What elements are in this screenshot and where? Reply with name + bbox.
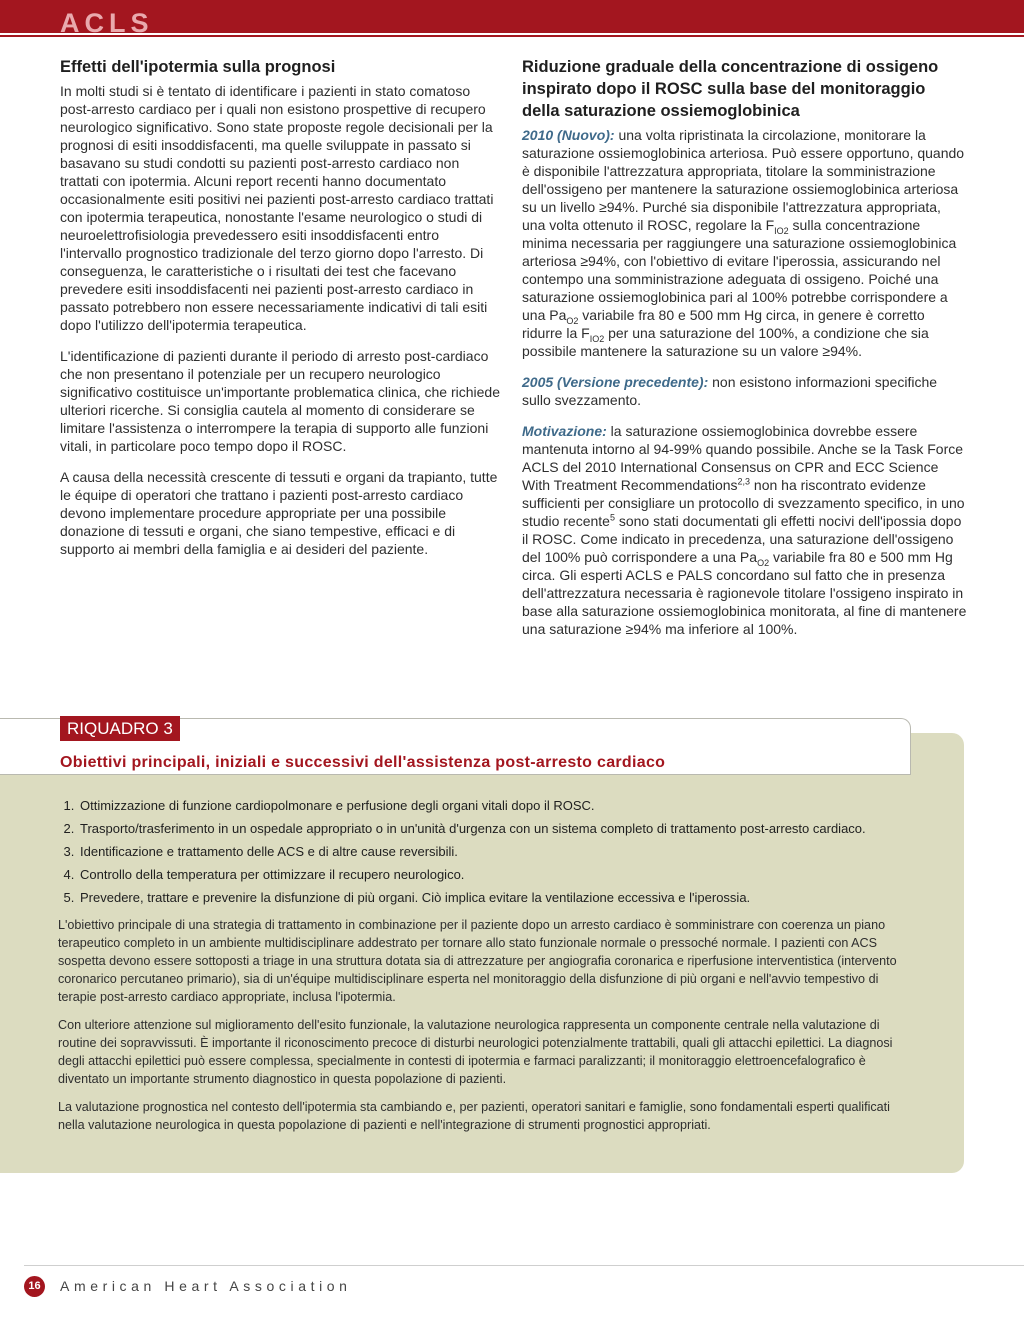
lead-label: Motivazione: — [522, 423, 607, 439]
section-title: Effetti dell'ipotermia sulla prognosi — [60, 58, 336, 76]
brand-title: ACLS — [60, 8, 154, 38]
paragraph: La valutazione prognostica nel contesto dell'ipotermia sta cambiando e, per pazienti, operatori sanitari e famiglie, sono fondamentali esperti qualificati nella valutazione neurologica in questa popolazione di pazienti e nell'integrazione di strumenti prognostici appropriati. — [58, 1100, 890, 1132]
footer-rule — [24, 1265, 1024, 1266]
info-box-title: Obiettivi principali, iniziali e successivi dell'assistenza post-arresto cardiaco — [60, 754, 666, 771]
left-column — [60, 56, 500, 571]
paragraph: L'identificazione di pazienti durante il periodo di arresto post-cardiaco che non presentano il potenziale per un recupero neurologico significativo costituisce un'importante problematica clinica, che richiede ulteriori ricerche. Si consiglia cautela al momento di considerare se limitare l'assistenza o interrompere la terapia di supporto alle funzioni vitali, in particolare poco tempo dopo il ROSC. — [60, 348, 500, 454]
paragraph-motivazione: Motivazione: la saturazione ossiemoglobinica dovrebbe essere mantenuta intorno al 94-99% quando possibile. Anche se la Task Force ACLS del 2010 International Consensus on CPR and ECC Science With Treatment Recommendations$^{2,3}$ non ha riscontrato evidenze sufficienti per consigliare un protocollo di svezzamento specifico, in uno studio recente$^5$ sono stati documentati gli effetti nocivi dell'ipossia dopo il ROSC. Come indicato in precedenza, una saturazione dell'ossigeno del 100% può corrispondere a una $Pa_{O2}$ variabile fra 80 e 500 mm Hg circa. Gli esperti ACLS e PALS concordano sul fatto che in presenza dell'attrezzatura necessaria è ragionevole titolare l'ossigeno inspirato in base alla saturazione ossiemoglobinica monitorata, al fine di mantenere una saturazione ≥94% ma inferiore al 100%. — [522, 423, 967, 637]
paragraph: A causa della necessità crescente di tessuti e organi da trapianto, tutte le équipe di operatori che trattano i pazienti post-arresto cardiaco devono implementare procedure appropriate per una possibile donazione di tessuti e organi, che siano tempestive, efficaci e di supporto ai membri della famiglia e ai desideri del paziente. — [60, 469, 498, 557]
list-item: 1. Ottimizzazione di funzione cardiopolmonare e perfusione degli organi vitali dopo il ROSC. — [78, 797, 914, 814]
info-box-body — [58, 797, 914, 1144]
paragraph: Con ulteriore attenzione sul miglioramento dell'esito funzionale, la valutazione neurologica rappresenta un componente centrale nella valutazione di routine dei sopravvissuti. È importante il riconoscimento precoce di disturbi neurologici potenzialmente trattabili, quali gli attacchi epilettici. La diagnosi degli attacchi epilettici può essere complessa, specialmente in contesti di ipotermia e farmaci paralizzanti; il monitoraggio elettroencefalografico è diventato un importante strumento diagnostico in questa popolazione di pazienti. — [58, 1018, 893, 1086]
lead-label: 2010 (Nuovo): — [522, 127, 615, 143]
right-column — [522, 56, 967, 651]
goals-list — [58, 797, 914, 906]
list-item: 5. Prevedere, trattare e prevenire la disfunzione di più organi. Ciò implica evitare la ventilazione eccessiva e l'iperossia. — [78, 889, 914, 906]
paragraph-2010: 2010 (Nuovo): una volta ripristinata la circolazione, monitorare la saturazione ossiemoglobinica arteriosa. Può essere opportuno, quando è disponibile l'attrezzatura appropriata, titolare la somministrazione dell'ossigeno per mantenere la saturazione ossiemoglobinica arteriosa su un livello ≥94%. Purché sia disponibile l'attrezzatura appropriata, una volta ottenuto il ROSC, regolare la $F_{IO2}$ sulla concentrazione minima necessaria per raggiungere una saturazione ossiemoglobinica arteriosa ≥94%, con l'obiettivo di evitare l'iperossia, assicurando nel contempo una somministrazione adeguata di ossigeno. Poiché una saturazione ossiemoglobinica pari al 100% potrebbe corrispondere a una $Pa_{O2}$ variabile fra 80 e 500 mm Hg circa, in genere è corretto ridurre la $F_{IO2}$ per una saturazione del 100%, a condizione che sia possibile mantenere la saturazione su un valore ≥94%. — [522, 127, 965, 359]
paragraph: In molti studi si è tentato di identificare i pazienti in stato comatoso post-arresto cardiaco per i quali non esistono prospettive di recupero neurologico significativo. Sono state proposte regole decisionali per la prognosi di esiti insoddisfacenti, ma quelle sviluppate in passato si basavano su studi condotti su pazienti post-arresto cardiaco non trattati con ipotermia. Alcuni report recenti hanno documentato occasionalmente esiti positivi nei pazienti post-arresto cardiaco trattati con ipotermia terapeutica, nonostante l'esame neurologico o studi di neuroelettrofisiologia prevedessero esiti insoddisfacenti entro l'intervallo prognostico tradizionale del terzo giorno dopo l'arresto. Di conseguenza, le caratteristiche o i risultati dei test che facevano prevedere esiti insoddisfacenti nei pazienti post-arresto cardiaco in passato potrebbero non essere necessariamente indicativi di tali esiti dopo l'utilizzo dell'ipotermia terapeutica. — [60, 83, 494, 333]
info-box-tab: RIQUADRO 3 — [60, 716, 180, 741]
page-number: 16 — [24, 1276, 45, 1297]
paragraph-2005: 2005 (Versione precedente): non esistono informazioni specifiche sullo svezzamento. — [522, 374, 938, 408]
section-title: Riduzione graduale della concentrazione di ossigeno inspirato dopo il ROSC sulla base del monitoraggio della saturazione ossiemoglobinica — [522, 58, 939, 120]
list-item: 4. Controllo della temperatura per ottimizzare il recupero neurologico. — [78, 866, 914, 883]
list-item: 3. Identificazione e trattamento delle ACS e di altre cause reversibili. — [78, 843, 914, 860]
header-rule — [0, 35, 1024, 37]
paragraph: L'obiettivo principale di una strategia di trattamento in combinazione per il paziente dopo un arresto cardiaco è somministrare con coerenza un piano terapeutico completo in un ambiente multidisciplinare addestrato per tornare allo stato funzionale normale o pressoché normale. I pazienti con ACS sospetta devono essere sottoposti a triage in una struttura dotata sia di attrezzature per angiografia coronarica e riperfusione interventistica (intervento coronarico percutaneo primario), sia di un'équipe multidisciplinare esperta nel monitoraggio della disfunzione di più organi e nell'avvio tempestivo di terapie post-arresto cardiaco appropriate, inclusa l'ipotermia. — [58, 918, 897, 1004]
lead-label: 2005 (Versione precedente): — [522, 374, 709, 390]
header-bar — [0, 0, 1024, 33]
footer-organization: American Heart Association — [60, 1278, 352, 1294]
list-item: 2. Trasporto/trasferimento in un ospedale appropriato o in un'unità d'urgenza con un sistema completo di trattamento post-arresto cardiaco. — [78, 820, 914, 837]
